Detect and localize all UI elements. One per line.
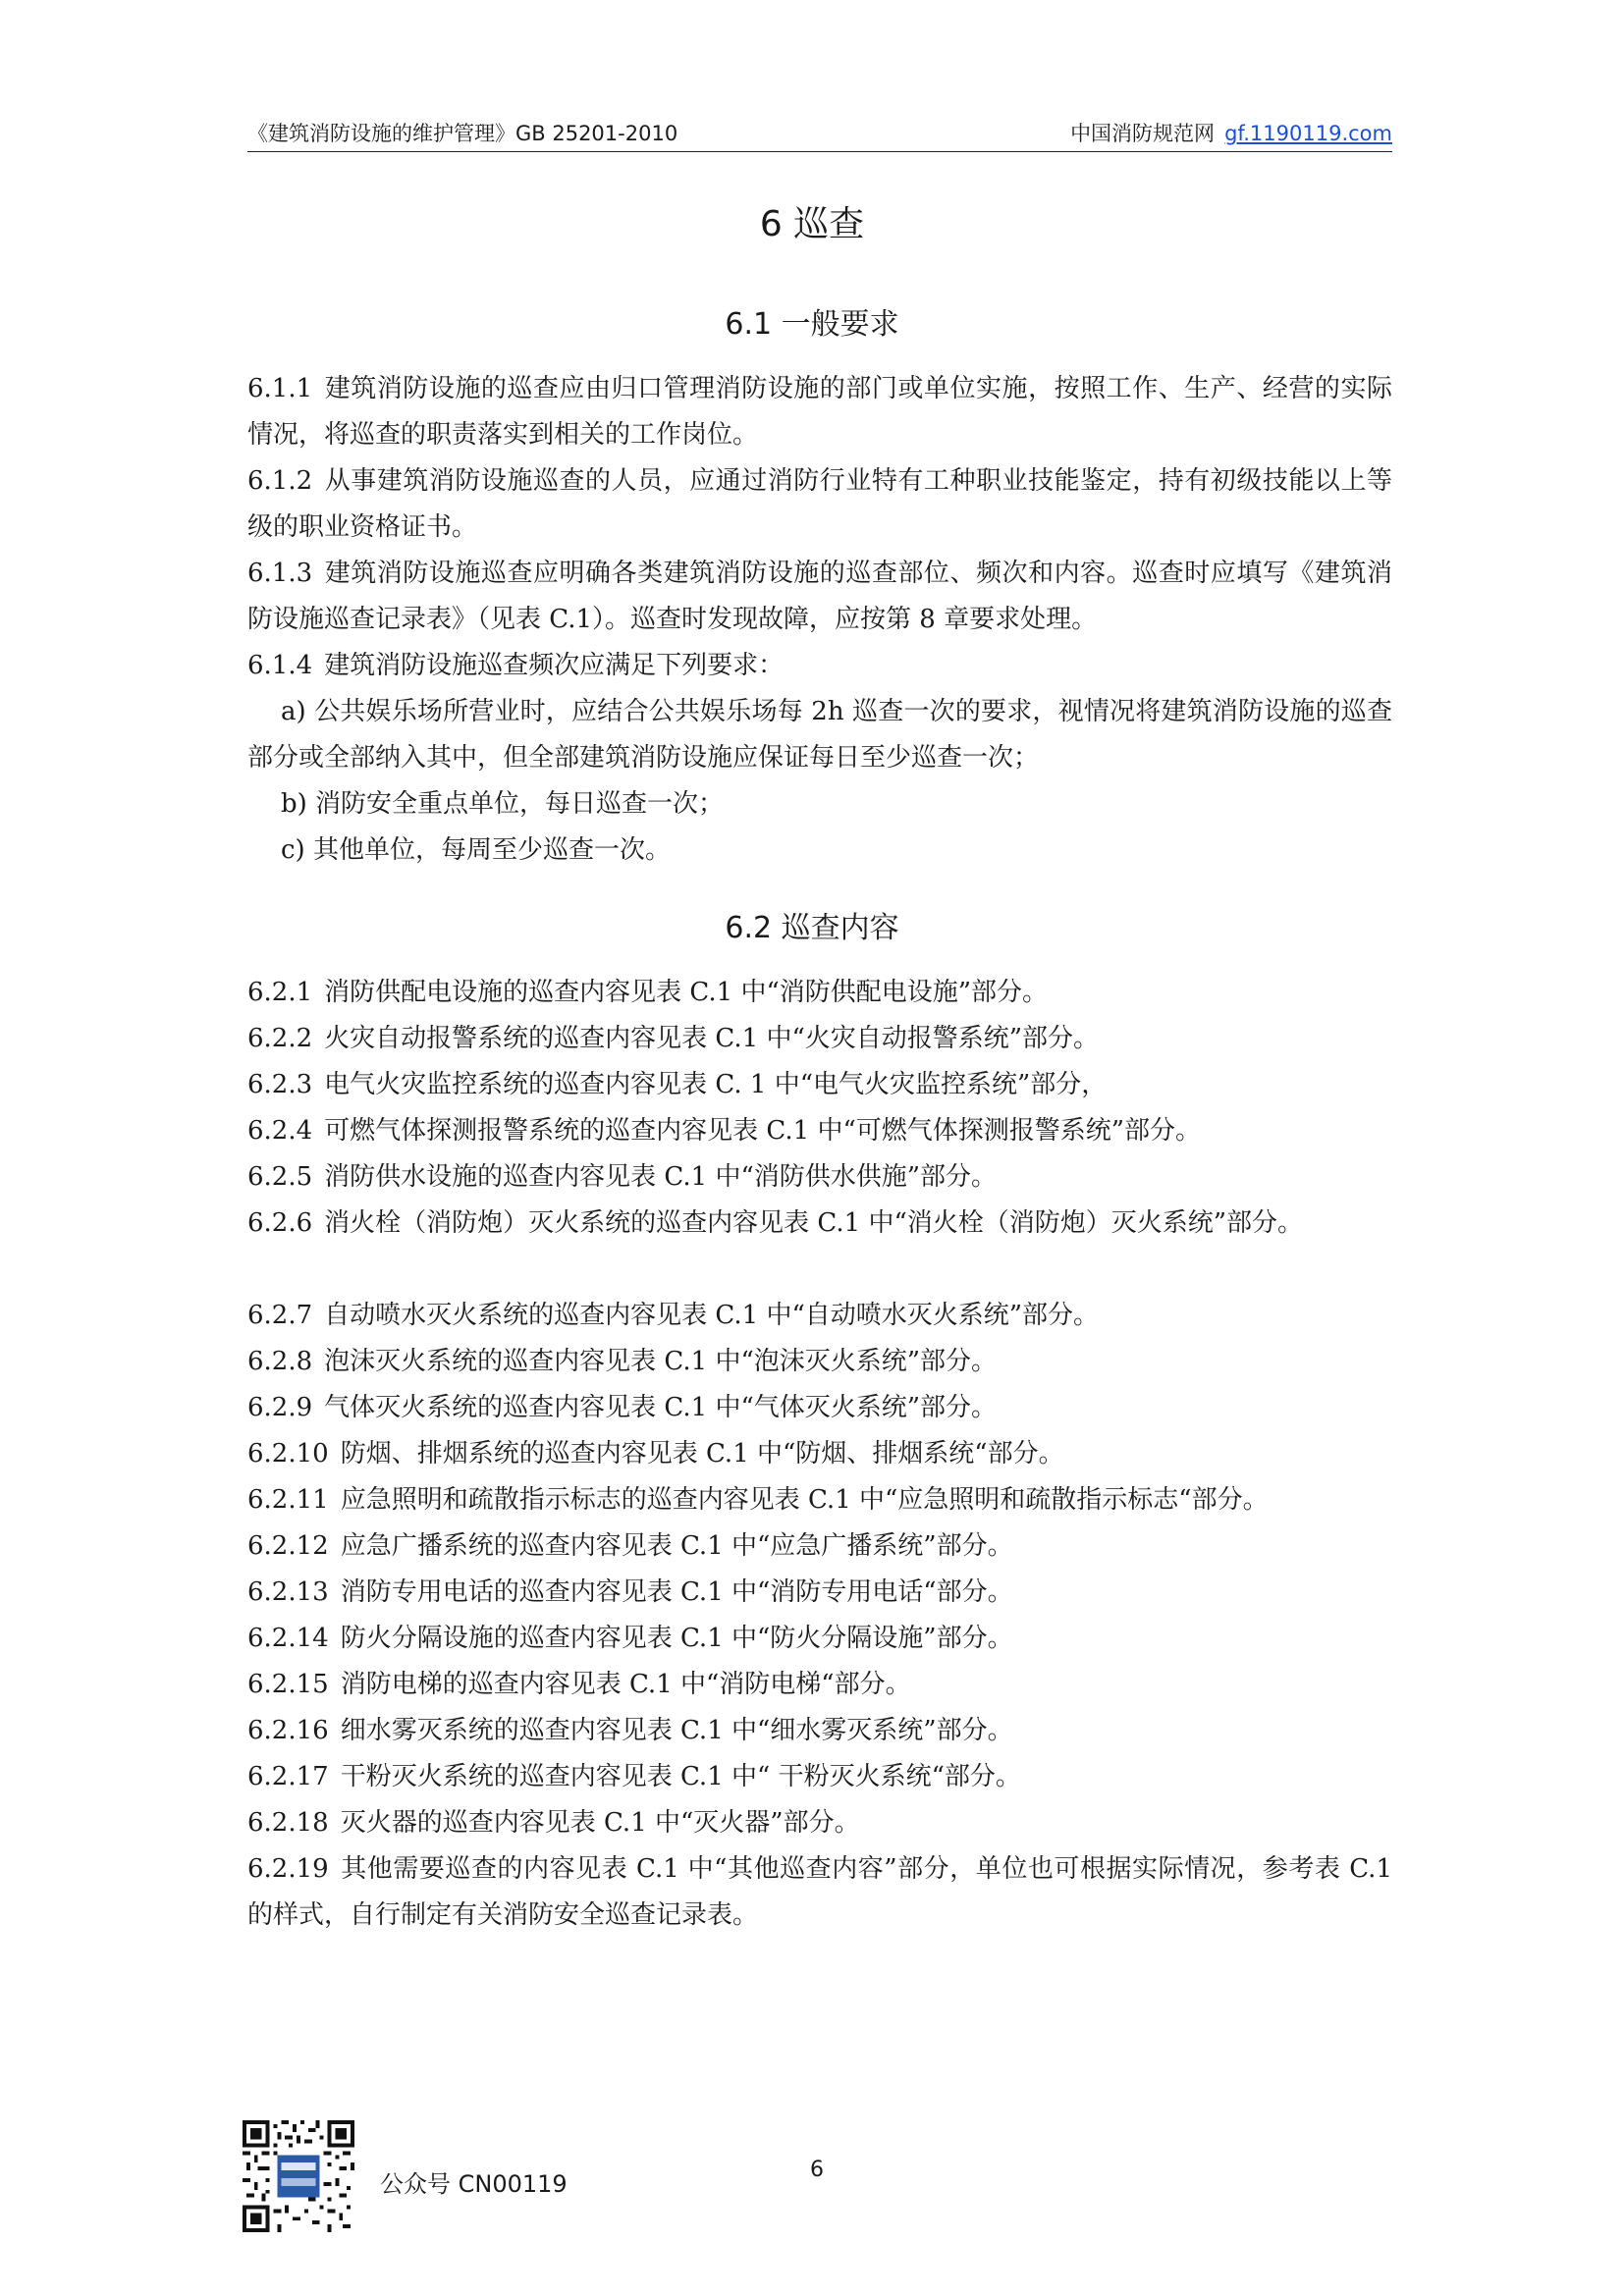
document-title: 《建筑消防设施的维护管理》GB 25201-2010	[247, 122, 678, 145]
clause-6-1-3: 6.1.3 建筑消防设施巡查应明确各类建筑消防设施的巡查部位、频次和内容。巡查时应填写《建筑消防设施巡查记录表》（见表 C.1）。巡查时发现故障，应按第 8 章要求处理。	[247, 559, 1392, 634]
clause-6-2-2: 6.2.2 火灾自动报警系统的巡查内容见表 C.1 中“火灾自动报警系统”部分。	[247, 1024, 1100, 1053]
clause-6-1-2: 6.1.2 从事建筑消防设施巡查的人员，应通过消防行业特有工种职业技能鉴定，持有初级技能以上等级的职业资格证书。	[247, 466, 1392, 542]
clause-6-2-14: 6.2.14 防火分隔设施的巡查内容见表 C.1 中“防火分隔设施”部分。	[247, 1624, 1013, 1653]
chapter-title: 6 巡查	[759, 204, 865, 244]
site-name: 中国消防规范网	[1070, 122, 1216, 145]
list-item-a: a) 公共娱乐场所营业时，应结合公共娱乐场每 2h 巡查一次的要求，视情况将建筑消防设施的巡查部分或全部纳入其中，但全部建筑消防设施应保证每日至少巡查一次；	[247, 697, 1392, 773]
section-title-6-2: 6.2 巡查内容	[725, 911, 899, 945]
list-item-c: c) 其他单位，每周至少巡查一次。	[281, 835, 671, 865]
section-title-6-1: 6.1 一般要求	[725, 307, 899, 342]
clause-6-2-16: 6.2.16 细水雾灭系统的巡查内容见表 C.1 中“细水雾灭系统”部分。	[247, 1716, 1013, 1745]
clause-6-2-6: 6.2.6 消火栓（消防炮）灭火系统的巡查内容见表 C.1 中“消火栓（消防炮）灭火系统”部分。	[247, 1208, 1304, 1238]
clause-6-2-12: 6.2.12 应急广播系统的巡查内容见表 C.1 中“应急广播系统”部分。	[247, 1531, 1013, 1561]
site-link[interactable]: gf.1190119.com	[1224, 122, 1392, 145]
clause-6-2-13: 6.2.13 消防专用电话的巡查内容见表 C.1 中“消防专用电话“部分。	[247, 1577, 1013, 1607]
clause-6-2-3: 6.2.3 电气火灾监控系统的巡查内容见表 C. 1 中“电气火灾监控系统”部分，	[247, 1070, 1108, 1099]
clause-6-2-4: 6.2.4 可燃气体探测报警系统的巡查内容见表 C.1 中“可燃气体探测报警系统”部分。	[247, 1116, 1202, 1146]
clause-6-2-10: 6.2.10 防烟、排烟系统的巡查内容见表 C.1 中“防烟、排烟系统“部分。	[247, 1439, 1064, 1468]
list-item-b: b) 消防安全重点单位，每日巡查一次；	[281, 789, 725, 819]
clause-6-1-4: 6.1.4 建筑消防设施巡查频次应满足下列要求：	[247, 651, 785, 680]
clause-6-2-8: 6.2.8 泡沫灭火系统的巡查内容见表 C.1 中“泡沫灭火系统”部分。	[247, 1347, 998, 1376]
page-number: 6	[810, 2158, 824, 2182]
clause-6-2-15: 6.2.15 消防电梯的巡查内容见表 C.1 中“消防电梯“部分。	[247, 1670, 911, 1699]
clause-6-2-5: 6.2.5 消防供水设施的巡查内容见表 C.1 中“消防供水供施”部分。	[247, 1162, 998, 1192]
clause-6-2-9: 6.2.9 气体灭火系统的巡查内容见表 C.1 中“气体灭火系统”部分。	[247, 1393, 998, 1422]
qr-code-icon	[243, 2120, 354, 2232]
page-header	[247, 112, 1392, 152]
site-reference	[1070, 118, 1392, 147]
clause-6-2-17: 6.2.17 干粉灭火系统的巡查内容见表 C.1 中“ 干粉灭火系统“部分。	[247, 1762, 1021, 1791]
clause-6-1-1: 6.1.1 建筑消防设施的巡查应由归口管理消防设施的部门或单位实施，按照工作、生产、经营的实际情况，将巡查的职责落实到相关的工作岗位。	[247, 374, 1392, 450]
clause-6-2-18: 6.2.18 灭火器的巡查内容见表 C.1 中“灭火器”部分。	[247, 1808, 860, 1838]
clause-6-2-19: 6.2.19 其他需要巡查的内容见表 C.1 中“其他巡查内容”部分，单位也可根据实际情况，参考表 C.1 的样式，自行制定有关消防安全巡查记录表。	[247, 1854, 1392, 1930]
clause-6-2-11: 6.2.11 应急照明和疏散指示标志的巡查内容见表 C.1 中“应急照明和疏散指示标志“部分。	[247, 1485, 1269, 1515]
clause-6-2-1: 6.2.1 消防供配电设施的巡查内容见表 C.1 中“消防供配电设施”部分。	[247, 978, 1049, 1007]
clause-6-2-7: 6.2.7 自动喷水灭火系统的巡查内容见表 C.1 中“自动喷水灭火系统”部分。	[247, 1301, 1100, 1330]
wechat-account: 公众号 CN00119	[380, 2170, 568, 2198]
